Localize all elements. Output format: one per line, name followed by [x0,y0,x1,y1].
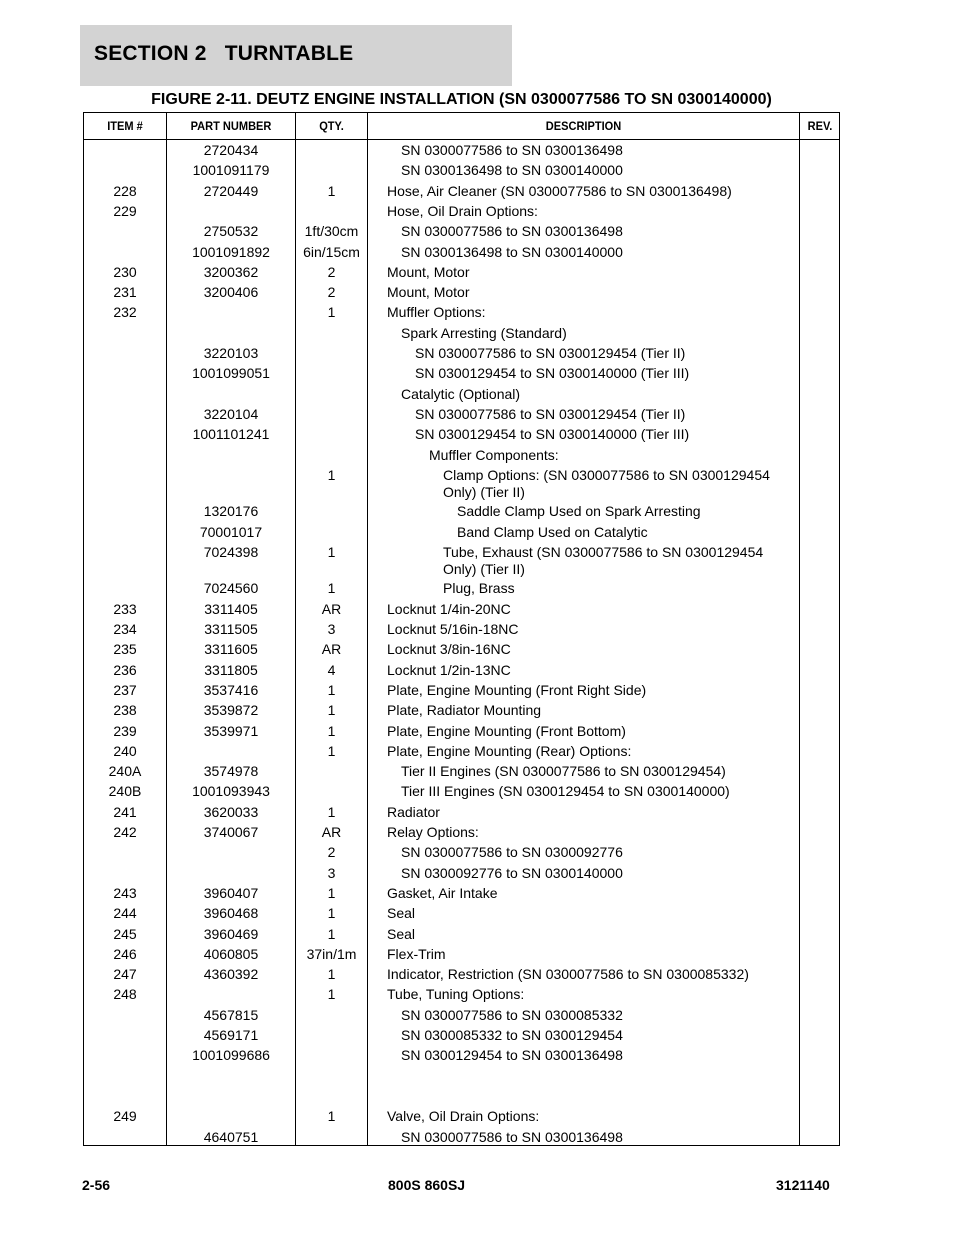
part-number: 7024560 [203,580,259,597]
table-row [84,183,839,203]
quantity: 1 [327,925,336,942]
part-number: 1320176 [203,503,259,520]
part-number: 3200362 [203,263,259,280]
description: SN 0300136498 to SN 0300140000 [401,162,623,179]
description: Flex-Trim [387,945,446,962]
description: Seal [387,925,416,942]
description: Gasket, Air Intake [387,884,498,901]
description: Hose, Air Cleaner (SN 0300077586 to SN 0300136498) [387,182,732,199]
quantity: 2 [327,263,336,280]
part-number: 3311805 [204,661,258,678]
item-number: 232 [113,304,137,321]
description: Locknut 5/16in-18NC [387,621,519,638]
footer-doc-number: 3121140 [776,1177,830,1193]
item-number: 242 [113,824,137,841]
quantity: 2 [327,284,336,301]
table-row [84,304,839,324]
description-continuation: Only) (Tier II) [443,483,525,500]
description: Saddle Clamp Used on Spark Arresting [457,503,701,520]
item-number: 229 [113,202,137,219]
item-number: 231 [113,284,137,301]
table-row [84,763,839,783]
description: Tier II Engines (SN 0300077586 to SN 0300129454) [401,763,726,780]
table-row [84,682,839,702]
table-row [84,203,839,223]
part-number: 1001091179 [192,162,270,179]
table-row [84,702,839,722]
quantity: 1 [327,702,336,719]
description: SN 0300092776 to SN 0300140000 [401,864,623,881]
quantity: 1 [327,1108,336,1125]
table-row [84,783,839,803]
item-number: 243 [113,884,137,901]
description: Band Clamp Used on Catalytic [457,523,648,540]
table-row [84,926,839,946]
table-row [84,345,839,365]
section-title: SECTION 2 TURNTABLE [94,42,354,65]
part-number: 3311505 [204,621,258,638]
quantity: AR [321,641,342,658]
part-number: 4360392 [203,966,259,983]
quantity: 1 [327,182,336,199]
quantity: 2 [327,844,336,861]
table-row [84,365,839,385]
table-row [84,723,839,743]
quantity: 1 [327,580,336,597]
table-row [84,824,839,844]
part-number: 3740067 [203,824,259,841]
item-number: 239 [113,722,137,739]
description: Mount, Motor [387,263,470,280]
description: SN 0300077586 to SN 0300136498 [401,1128,623,1145]
quantity: 1 [327,905,336,922]
table-row [84,662,839,682]
table-row [84,386,839,406]
description: Plate, Engine Mounting (Rear) Options: [387,742,632,759]
quantity: 1 [327,884,336,901]
part-number: 7024398 [203,543,259,560]
header-item: ITEM # [107,119,143,133]
item-number: 244 [113,905,137,922]
table-row [84,966,839,986]
quantity: AR [321,600,342,617]
description: SN 0300077586 to SN 0300136498 [401,223,623,240]
table-row [84,284,839,304]
header-description: DESCRIPTION [545,119,622,133]
table-row [84,1027,839,1047]
description: Indicator, Restriction (SN 0300077586 to SN 0300085332) [387,966,749,983]
item-number: 246 [113,945,137,962]
part-number: 3220103 [203,345,259,361]
footer-page-number: 2-56 [82,1177,111,1193]
description: SN 0300077586 to SN 0300129454 (Tier II) [415,345,686,361]
item-number: 247 [113,966,137,983]
table-row [84,621,839,641]
quantity: 3 [327,621,336,638]
part-number: 3311405 [204,600,258,617]
item-number: 228 [113,182,137,199]
table-row [84,142,839,162]
quantity: 1 [327,304,336,321]
item-number: 240A [108,763,142,780]
part-number: 2720434 [203,142,259,158]
part-number: 1001101241 [192,426,270,443]
table-row [84,865,839,885]
table-row [84,503,839,523]
quantity: 1 [327,986,336,1003]
item-number: 235 [113,641,137,658]
description: Plate, Engine Mounting (Front Bottom) [387,722,626,739]
table-row [84,1047,839,1067]
description: Plate, Radiator Mounting [387,702,542,719]
description: Relay Options: [387,824,479,841]
quantity: 1ft/30cm [304,223,359,240]
description: Valve, Oil Drain Options: [387,1108,540,1125]
item-number: 240B [108,783,142,800]
quantity: 37in/1m [306,945,357,962]
part-number: 3620033 [203,803,259,820]
item-number: 249 [113,1108,137,1125]
table-row [84,743,839,763]
table-row [84,641,839,661]
table-row [84,844,839,864]
header-qty: QTY. [319,119,344,133]
part-number: 3960407 [203,884,259,901]
table-row [84,580,839,600]
description: SN 0300077586 to SN 0300092776 [401,844,623,861]
description: Locknut 1/2in-13NC [387,661,511,678]
part-number: 1001093943 [192,783,270,800]
description: Muffler Components: [429,446,559,463]
description: Catalytic (Optional) [401,385,521,402]
description: Locknut 1/4in-20NC [387,600,511,617]
header-part-number: PART NUMBER [190,119,272,133]
description: SN 0300077586 to SN 0300129454 (Tier II) [415,405,686,422]
part-number: 1001099051 [192,365,270,382]
description: SN 0300077586 to SN 0300136498 [401,142,623,158]
table-row [84,447,839,467]
quantity: 4 [327,661,336,678]
part-number: 4569171 [203,1027,259,1044]
item-number: 241 [113,803,137,820]
table-row [84,1108,839,1128]
part-number: 3539971 [203,722,259,739]
description: SN 0300129454 to SN 0300140000 (Tier III) [415,365,690,382]
description: Clamp Options: (SN 0300077586 to SN 0300129454 [443,466,770,483]
part-number: 3220104 [203,405,259,422]
table-row [84,524,839,544]
description: Tier III Engines (SN 0300129454 to SN 0300140000) [401,783,730,800]
table-row-continuation [84,484,839,504]
table-row [84,325,839,345]
part-number: 3200406 [203,284,259,301]
description: Plate, Engine Mounting (Front Right Side) [387,681,647,698]
description: Seal [387,905,416,922]
quantity: 1 [327,466,336,483]
table-row-continuation [84,561,839,581]
table-row [84,946,839,966]
table-row [84,1129,839,1149]
part-number: 3537416 [203,681,259,698]
quantity: 1 [327,543,336,560]
table-row [84,264,839,284]
table-row [84,905,839,925]
description: Tube, Exhaust (SN 0300077586 to SN 0300129454 [443,543,764,560]
table-row [84,885,839,905]
description: SN 0300077586 to SN 0300085332 [401,1006,623,1023]
description: Locknut 3/8in-16NC [387,641,511,658]
table-row [84,223,839,243]
item-number: 245 [113,925,137,942]
parts-table [83,112,840,1146]
item-number: 230 [113,263,137,280]
part-number: 4567815 [203,1006,259,1023]
quantity: 3 [327,864,336,881]
quantity: AR [321,824,342,841]
description: Hose, Oil Drain Options: [387,202,538,219]
table-row [84,406,839,426]
table-row [84,1007,839,1027]
description: SN 0300085332 to SN 0300129454 [401,1027,623,1044]
quantity: 1 [327,722,336,739]
part-number: 4060805 [203,945,259,962]
item-number: 233 [113,600,137,617]
description: Mount, Motor [387,284,470,301]
description: Spark Arresting (Standard) [401,324,567,341]
part-number: 4640751 [203,1128,259,1145]
part-number: 70001017 [199,523,263,540]
quantity: 1 [327,803,336,820]
item-number: 238 [113,702,137,719]
table-row [84,162,839,182]
part-number: 2750532 [203,223,259,240]
quantity: 1 [327,742,336,759]
table-row [84,986,839,1006]
footer-model: 800S 860SJ [388,1177,466,1193]
table-row [84,244,839,264]
description: Plug, Brass [443,580,515,597]
item-number: 236 [113,661,137,678]
description-continuation: Only) (Tier II) [443,560,525,577]
description: Muffler Options: [387,304,486,321]
part-number: 3960469 [203,925,259,942]
part-number: 3574978 [203,763,259,780]
item-number: 248 [113,986,137,1003]
description: SN 0300136498 to SN 0300140000 [401,243,623,260]
header-divider [84,139,839,140]
part-number: 3311605 [204,641,258,658]
part-number: 1001091892 [192,243,270,260]
table-row [84,601,839,621]
quantity: 1 [327,681,336,698]
part-number: 2720449 [203,182,259,199]
table-row [84,804,839,824]
part-number: 3960468 [203,905,259,922]
description: SN 0300129454 to SN 0300136498 [401,1047,623,1064]
table-row [84,426,839,446]
item-number: 234 [113,621,137,638]
description: Tube, Tuning Options: [387,986,525,1003]
part-number: 1001099686 [192,1047,270,1064]
part-number: 3539872 [203,702,259,719]
quantity: 1 [327,966,336,983]
header-rev: REV. [807,119,833,133]
figure-title: FIGURE 2-11. DEUTZ ENGINE INSTALLATION (SN 0300077586 TO SN 0300140000) [151,91,772,108]
item-number: 237 [113,681,137,698]
quantity: 6in/15cm [303,243,360,260]
item-number: 240 [113,742,137,759]
description: SN 0300129454 to SN 0300140000 (Tier III) [415,426,690,443]
description: Radiator [387,803,440,820]
